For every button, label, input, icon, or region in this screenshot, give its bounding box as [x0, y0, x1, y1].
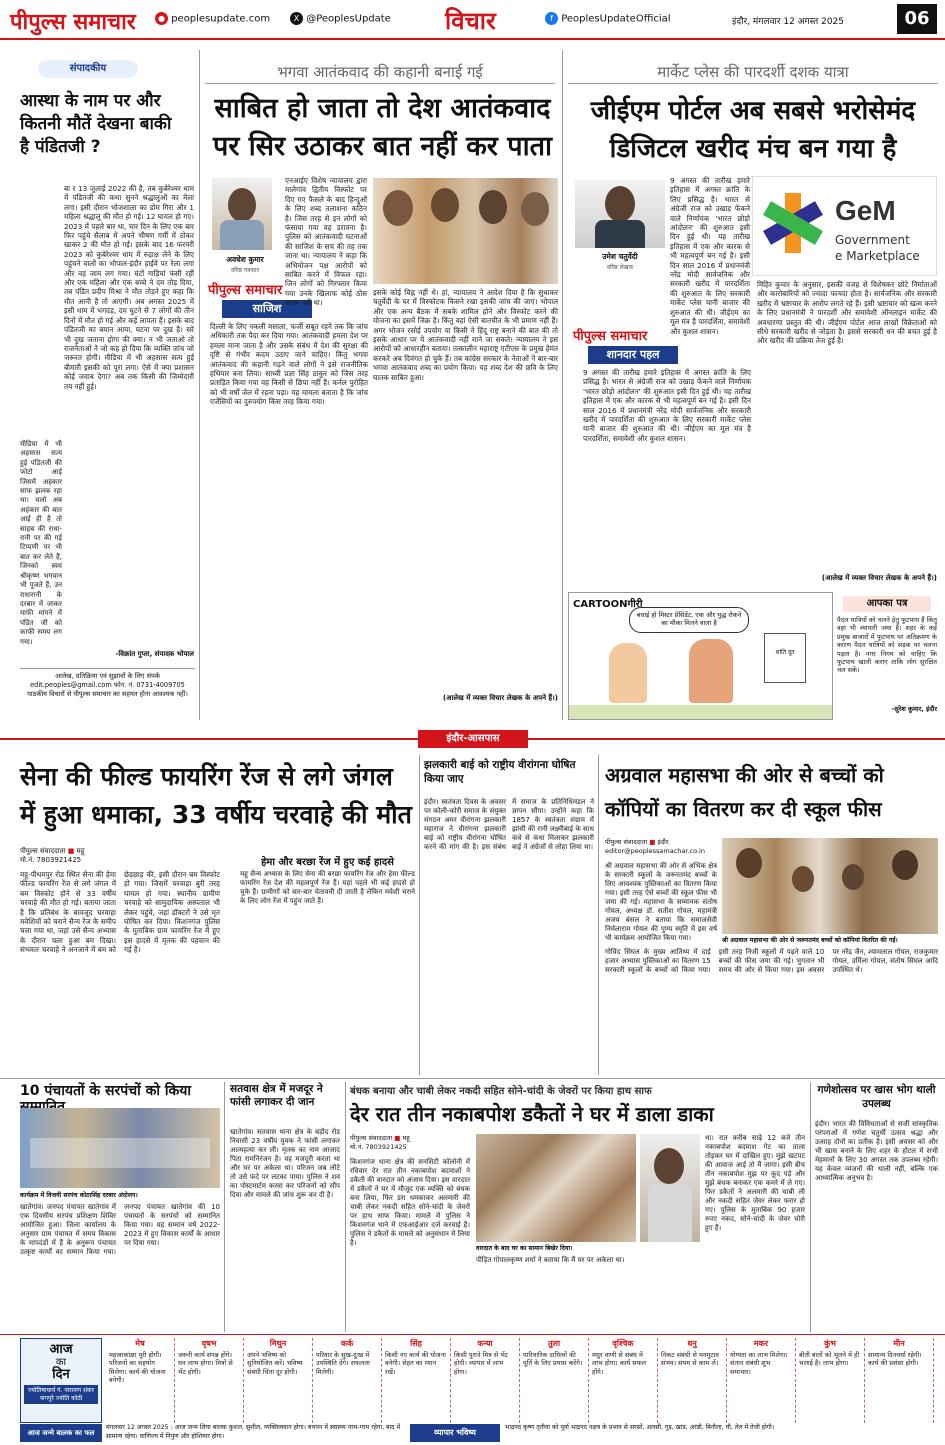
- news3-body: श्री अग्रवाल महासभा की ओर से अभिक क्षेत्र के सरकारी स्कूलों के जरूरतमंद बच्चों के लिए आवश्यक पुस्तिकाओं का वितरण किया गया। इसी तरह ऐसे बच्चों की स्कूल फीस भी जमा की गई। महासभा के सम्मानक संतोष गोयल, अध्यक्ष डॉ. सतीश गोयल, महामंत्री अजय बंसल ने बताया कि समाजसेवी निर्मलाराम गोयल की पुण्य स्मृति में इस वर्ष भी कार्यक्रम आयोजित किया गया।: [605, 862, 717, 942]
- news3-byline: पीपुल्स संवाददाता ■ इंदौर editor@peoplessamachar.co.in: [605, 838, 705, 855]
- row-divider: [0, 1078, 945, 1079]
- article1-author: अवधेश कुमार: [226, 255, 264, 264]
- twitter-link[interactable]: X @PeoplesUpdate: [290, 12, 391, 25]
- rashi-name: धनु: [687, 1339, 697, 1348]
- article2-author-role: वरिष्ठ लेखक: [606, 264, 634, 271]
- rashi-name: तुला: [547, 1339, 561, 1348]
- news6-body2: था। रात करीब साढ़े 12 बजे तीन नकाबपोश बदमाश गेट का ताला तोड़कर घर में दाखिल हुए। मुझे खटपट की आवाज आई तो मैं जागा। इसी बीच तीन नकाबपोश मुझ पर कूद पड़े और मुझे बंधक बनाकर एक कमरे में ले गए। फिर डकैतों ने अलमारी की चाबी ली और नकदी सहित जेवर लेकर फरार हो गए। पुलिस के मुताबिक 90 हजार रुपए नकद, सोने-चांदी के जेवर चोरी हुए हैं।: [705, 1134, 805, 1232]
- news2-headline: झलकारी बाई को राष्ट्रीय वीरांगना घोषित किया जाए: [424, 759, 576, 785]
- article1-brand: पीपुल्स समाचार: [208, 283, 283, 298]
- cartoon-title: CARTOONगीरी: [573, 599, 643, 610]
- rashi-name: मकर: [753, 1339, 769, 1348]
- birthday-text: मंगलवार 12 अगस्त 2025 : आज जन्म लिया बालक कुशल, सुशील, व्यक्तित्ववान होगा। बचपन में स्वास्थ्य नरम-गरम रहेगा, बाद में सामान्य रहेगा। वाणिज्य में निपुण और होशियार होगा।: [106, 1424, 401, 1440]
- letters-title: आपका पत्र: [843, 596, 931, 612]
- letters-body: पैदल यात्रियों को चलने हेतु फुटपाथ हैं किंतु वहां भी व्यापारी जमा हैं। शहर के कई प्रमुख बाजारों में फुटपाथ पर अतिक्रमण के कारण पैदल यात्रियों को सड़क पर चलना पड़ता है। नगर निगम को चाहिए कि फुटपाथ खाली कराए ताकि लोग सुरक्षित चल सकें।: [837, 616, 937, 675]
- author-photo-awadhesh: [212, 178, 272, 250]
- rashi-0: [106, 1338, 175, 1423]
- rashi-text: निकट संबंधी से मनमुटाव संभव। संयम से काम लें।: [661, 1351, 719, 1368]
- masthead: [0, 0, 945, 40]
- rashi-name: मीन: [893, 1339, 905, 1348]
- news6-caption: वारदात के बाद घर का सामान बिखेर दिया।: [476, 1245, 573, 1252]
- article1-footer: (आलेख में व्यक्त विचार लेखक के अपने हैं।): [442, 694, 558, 702]
- editorial-email[interactable]: edit.peoples@gmail.com: [30, 681, 112, 689]
- rashi-7: [589, 1338, 658, 1423]
- rashi-name: वृषभ: [201, 1339, 217, 1348]
- news3-caption: श्री अग्रवाल महासभा की ओर से जरूरतमंद बच्चों को कॉपियां वितरित की गईं।: [722, 937, 898, 944]
- rashi-name: मेष: [135, 1339, 145, 1348]
- rashi-name: कर्क: [340, 1339, 354, 1348]
- rashi-text: अपने भविष्य को सुनियोजित करें। भविष्य संबंधी चिंता दूर होगी।: [247, 1351, 303, 1376]
- cartoon-box: [568, 592, 833, 720]
- rashi-1: [175, 1338, 244, 1423]
- x-icon: X: [290, 12, 303, 25]
- rashi-4: [382, 1338, 451, 1423]
- news1-body2: महू सैन्य अभ्यास के लिए सेना की बरछा फायरिंग रेंज और हेमा फील्ड फायरिंग रेंज देश की महत्वपूर्ण रेंज हैं। यहां पहले भी कई हादसे हो चुके हैं। ग्रामीणों को बार-बार चेतावनी दी जाती है लेकिन मवेशी चराने के लिए लोग रेंज में पहुंच जाते हैं।: [240, 870, 415, 905]
- business-title: व्यापार भविष्य: [410, 1424, 500, 1442]
- news7-headline: गणेशोत्सव पर खास भोग थाली उपलब्ध: [817, 1084, 936, 1110]
- editorial-footer: आलेख, प्रतिक्रिया एवं सुझावों के लिए संपर्क edit.peoples@gmail.com फोन. नं. 0731-4009705 पाठकीय विचारों से पीपुल्स समाचार का सहमत होना आवश्यक नहीं।: [20, 668, 195, 718]
- rashi-name: सिंह: [410, 1339, 422, 1348]
- rashi-10: [796, 1338, 865, 1423]
- facebook-icon: f: [545, 12, 558, 25]
- news3-email[interactable]: editor@peoplessamachar.co.in: [605, 847, 705, 855]
- editorial-tag: संपादकीय: [38, 60, 138, 78]
- article1-body-col3: इसके कोई चिह्न नहीं थे। हां, न्यायालय ने आदेश दिया है कि सुधाकर चतुर्वेदी के घर में विस्फोटक किसने रखा इसकी जांच की जाए। भोपाल और एक अन्य बैठक में सबके शामिल होने और विस्फोट करने की योजना का इसमें जिक्र है। किंतु वहां ऐसी बातचीत के भी प्रमाण नहीं हैं। अगर भोजन रसोई उपयोग या किसी ने हिंदू राष्ट्र बनाने की बात की तो इसके आधार पर ये आतंकवादी नहीं माने जा सकते। न्यायालय ने इस आरोपों को आधारहीन बताया। तत्कालीन महाराष्ट्र एटीएस के प्रमुख हेमंत करकरे अब दिवंगत हो चुके हैं। तब कांग्रेस सरकार के नेताओं ने बार-बार भगवा आतंकवाद शब्द का प्रयोग किया। यह शब्द देश की छवि के लिए घातक साबित हुआ।: [373, 288, 558, 382]
- rashi-9: [727, 1338, 796, 1423]
- rashi-text: सामान्य दिनचर्या रहेगी। कार्य की प्रशंसा होगी।: [868, 1351, 922, 1368]
- news6-victim-photo: [640, 1134, 700, 1242]
- article1-author-role: वरिष्ठ पत्रकार: [230, 267, 260, 274]
- news4-caption: कार्यक्रम में विजयी सरपंच कोठासिंह दरबार अंदोलन।: [20, 1192, 138, 1199]
- rashi-8: [658, 1338, 727, 1423]
- rashi-text: मधुर वाणी से संबंध में लाभ होगा। कार्य सफल होंगे।: [592, 1351, 647, 1376]
- horoscope-astrologer: ज्योतिषाचार्य पं. नारायण शंकर नागपुरे ज्योति कोठी: [24, 1385, 98, 1404]
- news3-headline: अग्रवाल महासभा की ओर से बच्चों को कॉपियों का वितरण कर दी स्कूल फीस: [605, 763, 884, 821]
- news2-body: इंदौर। स्वतंत्रता दिवस के अवसर पर कोली-कोरी समाज के संयुक्त संगठन अमर वीरांगना झलकारी महाराज ने वीरांगना झलकारी बाई को राष्ट्रीय वीरांगना घोषित करने की मांग की है। इस संबंध में समाज के प्रतिनिधिमंडल ने ज्ञापन सौंपा। उन्होंने कहा कि 1857 के स्वतंत्रता संग्राम में झांसी की रानी लक्ष्मीबाई के साथ कंधे से कंधा मिलाकर झलकारी बाई ने अंग्रेजों से लोहा लिया था।: [424, 798, 594, 851]
- rashi-name: कुंभ: [824, 1339, 836, 1348]
- news6-photo-scene: [476, 1134, 636, 1242]
- website-link[interactable]: ● peoplesupdate.com: [155, 12, 270, 25]
- article2-kicker: मार्केट प्लेस की पारदर्शी दशक यात्रा: [568, 62, 938, 84]
- editorial-headline: आस्था के नाम पर और कितनी मौतें देखना बाकी है पंडितजी ?: [20, 91, 172, 157]
- cartoon-ground: [569, 705, 832, 719]
- news4-headline: 10 पंचायतों के सरपंचों को किया: [20, 1083, 191, 1099]
- section-title: विचार: [445, 6, 496, 35]
- gem-logo: GeM Government e Marketplace: [752, 176, 937, 276]
- web-icon: ●: [155, 12, 168, 25]
- news7-body: इंदौर। भारत की विविधताओं से सजी सांस्कृतिक परंपराओं में गणेश चतुर्थी उत्सव श्रद्धा और उत्साह दोनों का प्रतीक है। इसी अवसर को और भी खास बनाने के लिए शहर के होटल में सभी मेहमानों के लिए 30 अगस्त तक उपलब्ध रहेगी। यह केवल व्यंजनों की थाली नहीं, बल्कि एक आध्यात्मिक अनुभव है।: [815, 1120, 938, 1182]
- rashi-text: योग्यता का लाभ मिलेगा। संतान संबंधी शुभ समाचार।: [730, 1351, 788, 1376]
- rashi-name: वृश्चिक: [612, 1339, 634, 1348]
- article2-body-col2: मिहिर कुमार के अनुसार, इसकी वजह से विशेषकर छोटे निर्माताओं और कारोबारियों को ज्यादा फायदा होता है। सार्वजनिक और सरकारी खरीद में भ्रष्टाचार के आरोप लगते रहे हैं। इसी भ्रष्टाचार को खत्म करने के लिए प्रधानमंत्री ने पारदर्शी और समावेशी ऑनलाइन मार्केट की अवधारणा प्रस्तुत की थी। जीईएम पोर्टल आज लाखों विक्रेताओं को सीधे सरकारी खरीद से जोड़ता है। इससे सरकारी धन की बचत हुई है और खरीद की प्रक्रिया तेज हुई है।: [757, 280, 937, 346]
- column-divider: [562, 50, 563, 720]
- news4-body: खातेगांव। जनपद पंचायत खातेगांव में एक दिवसीय सरपंच प्रशिक्षण शिविर आयोजित हुआ। जिला कार्यालय के अनुसार ग्राम पंचायत में समय विकास के मापदंडों में हैं के अनुरूप पंचायत उत्कृष्ट कार्यों का सम्मान किया गया। जनपद पंचायत खातेगांव की 10 पंचायतों के सरपंचों को सम्मानित किया गया। यह सम्मान वर्ष 2022-2023 में हुए विकास कार्यों के आधार पर दिया गया।: [20, 1203, 220, 1256]
- column-divider: [810, 1082, 811, 1332]
- news4-photo: [20, 1108, 220, 1188]
- news6-victim: पीड़ित गोपालकृष्ण शर्मा ने बताया कि मैं घर पर अकेला था।: [476, 1256, 625, 1264]
- news6-kicker: बंधक बनाया और चाबी लेकर नकदी सहित सोने-चांदी के जेवरों पर किया हाथ साफ: [350, 1086, 652, 1097]
- article2-author: उमेश चतुर्वेदी: [602, 252, 638, 261]
- article2-body-col1b: 9 अगस्त की तारीख हमारे इतिहास में अगस्त क्रांति के लिए प्रसिद्ध है। भारत से अंग्रेजी राज को उखाड़ फेंकने वाले निर्णायक 'भारत छोड़ो आंदोलन' की शुरुआत इसी दिन हुई थी। यह तारीख इतिहास में एक और कारक से भी महत्वपूर्ण बन गई है। इसी दिन साल 2016 में प्रधानमंत्री नरेंद्र मोदी सार्वजनिक और सरकारी खरीद में पारदर्शिता की शुरुआत के लिए सरकारी मार्केट प्लेस यानी बाजार की शुरुआत की थी। जीईएम का मूल मंत्र है पारदर्शिता, समावेशी और कुशल शासन।: [583, 368, 751, 443]
- editorial-signature: -विक्रांत गुप्ता, संपादक भोपाल: [115, 650, 194, 658]
- rashi-text: बीती बातों को भूलने में ही भलाई है। लाभ होगा।: [799, 1351, 860, 1368]
- rashi-text: महत्वाकांक्षा पूरी होगी। परिजनों का सहयोग मिलेगा। कार्य की योजना बनेगी।: [109, 1351, 166, 1384]
- letters-signature: -सुरेश कुमार, इंदौर: [891, 705, 937, 713]
- rashi-11: [865, 1338, 934, 1423]
- editorial-body: बा र 13 जुलाई 2022 की है, तब कुबेरेश्वर धाम में पंडितजी की कथा सुनने श्रद्धालुओं का मेला लगा। इसी दौरान भोजशाला का डोम गिरा और 1 महिला श्रद्धालु की मौत हो गई। 12 घायल हो गए। 2023 में पहले बार था, चार दिन के लिए एक बार फिर पहुंचे सैलाब में अपने भीषण गर्मी में ठोकर खाकर 2 की मौत हो गई। इसके बाद 16 फरवरी 2023 को कुबेरेश्वर धाम में रुद्राक्ष लेने के लिए पहुंचने वालों का भोपाल-इंदौर हाईवे पर रेला लगा और वह जाम लग गया। घंटों गाड़ियां फंसी रहीं और एक महिला और एक बच्चे ने दम तोड़ दिया, तब पंडित प्रदीप मिश्रा ने मौत तोड़ने हुए कहा कि मौत आनी है तो आएगी। अब अगस्त 2025 में इसी धाम में भगदड़, दम घुटने से 7 लोगों की तीन दिनों में मौत हो गई और कई लापता हैं। इसके बाद पंडितजी का बयान आया, घटना पर दुख है। सरे भी दुख जताना होगा की क्या। न भी जताओ तो राजनेताओं ने जो कह हो दिया कि व्यक्ति जांच जो जरूरत होगी। मीडिया में भी अहसास सत्य हुई बीमारी इसकी को पूरा लगा। ऐसे में क्या प्रशासन कोई जवाब देगा? अब तक किसी की जिम्मेदारी तय नहीं हुई।: [64, 184, 194, 391]
- news6-body: किशनगंज थाना क्षेत्र की सनसिटी कॉलोनी में रविवार देर रात तीन नकाबपोश बदमाशों ने डकैती की वारदात को अंजाम दिया। इस वारदात में डकैतों ने घर में मौजूद एक व्यक्ति को बंधक बना लिया, फिर डरा धमकाकर अलमारी की चाबी लेकर नकदी सहित सोने-चांदी के जेवरों पर हाथ साफ किया। मामले में पुलिस ने किशनगंज थाने में एफआईआर दर्ज करवाई है। पुलिस ने डकैतों के मामले को अनुसंधान में लिया है।: [350, 1158, 470, 1247]
- rashi-6: [520, 1338, 589, 1423]
- article1-headline: साबित हो जाता तो देश आतंकवाद पर सिर उठाकर बात नहीं कर पाता: [213, 93, 552, 162]
- news6-headline: देर रात तीन नकाबपोश डकैतों ने घर में डाला डाका: [350, 1102, 714, 1126]
- rashi-text: जरूरी कार्य संपन्न होंगे। धन लाभ होगा। मित्रों से भेंट होगी।: [178, 1351, 233, 1376]
- article1-body-col1: एनआईए विशेष न्यायालय द्वारा मालेगांव द्वितीय विस्फोट पर दिए गए फैसले के बाद हिन्दुओं के लिए शब्द तलाशना कठिन है। जिस तरह से इन लोगों को फंसाया गया वह डरावना है। पुलिस को आतंकवादी घटनाओं की साजिश के सच की तह तक जाना था। न्यायालय ने कहा कि अभियोजन पक्ष आरोपों को साबित करने में विफल रहा। जिन लोगों को गिरफ्तार किया गया उनके खिलाफ कोई ठोस साक्ष्य नहीं था।: [285, 176, 367, 308]
- rashi-name: मिथुन: [269, 1339, 287, 1348]
- article2-body-col1: 9 अगस्त की तारीख हमारे इतिहास में अगस्त क्रांति के लिए प्रसिद्ध है। भारत से अंग्रेजी राज को उखाड़ फेंकने वाले निर्णायक 'भारत छोड़ो आंदोलन' की शुरुआत इसी दिन हुई थी। यह तारीख इतिहास में एक और कारक से भी महत्वपूर्ण बन गई है। इसी दिन साल 2016 में प्रधानमंत्री नरेंद्र मोदी सार्वजनिक और सरकारी खरीद में पारदर्शिता की शुरुआत के लिए सरकारी मार्केट प्लेस यानी बाजार की शुरुआत की थी। जीईएम का मूल मंत्र है पारदर्शिता, समावेशी और कुशल शासन।: [670, 176, 750, 336]
- section-band: इंदौर-आसपास: [0, 730, 945, 748]
- column-divider: [419, 755, 420, 1075]
- rashi-5: [451, 1338, 520, 1423]
- news6-byline: पीपुल्स संवाददाता ■ महू मो.नं. 7803921425: [350, 1134, 410, 1151]
- column-divider: [224, 1082, 225, 1332]
- rashi-text: किसी नए कार्य की योजना बनेगी। सेहत का ध्यान रखें।: [385, 1351, 446, 1376]
- cartoon-figure-left: [609, 643, 647, 703]
- rashi-2: [244, 1338, 313, 1423]
- article2-tag: शानदार पहल: [588, 346, 678, 364]
- cartoon-figure-right: [689, 639, 733, 703]
- birthday-title: आज जन्मे बालक का फल: [20, 1424, 102, 1442]
- column-divider: [199, 50, 200, 720]
- column-divider: [345, 1082, 346, 1332]
- rashi-3: [313, 1338, 382, 1423]
- column-divider: [598, 755, 599, 1075]
- news3-photo: [722, 838, 938, 934]
- page-number: 06: [897, 4, 937, 34]
- article2-headline: जीईएम पोर्टल अब सबसे भरोसेमंद डिजिटल खरीद मंच बन गया है: [590, 96, 916, 164]
- article1-tag: साजिश: [222, 300, 312, 318]
- news1-sub: हेमा और बरछा रेंज में हुए कई हादसे: [261, 857, 394, 868]
- article1-body-col2: दिल्ली के लिए नकली मसाला, फर्जी सबूत रहने तक कि जांच अधिकारी तक पैदा कर दिया गया। आतंकवादी हमला देश पर हमला माना जाता है और उसके संबंध में देश की सुरक्षा की दृष्टि से गंभीर कदम उठाए जाने चाहिए। किंतु भगवा आतंकवाद की कहानी गढ़ने वाले लोगों ने इसे राजनीतिक हथियार बना लिया। साध्वी प्रज्ञा सिंह ठाकुर को जिस तरह प्रताड़ित किया गया वह किसी से छिपा नहीं है। कर्नल पुरोहित को भी वर्षों जेल में रहना पड़ा। यह मामला बताता है कि जांच एजेंसियों का दुरुपयोग किस तरह किया गया।: [210, 322, 368, 407]
- article2-brand: पीपुल्स समाचार: [573, 329, 648, 344]
- news5-body: खातेगांव। सतवास थाना क्षेत्र के बड़ौद रोड निवासी 23 वर्षीय युवक ने फांसी लगाकर आत्महत्या कर ली। मृतक का नाम आजाद पिता रामनिरंजन है। वह मजदूरी करता था और घर पर अकेला था। परिजन जब लौटे तो उसे फंदे पर लटका पाया। पुलिस ने शव का पोस्टमार्टम करवा कर परिजनों को सौंप दिया और मामले की जांच शुरू कर दी है।: [230, 1128, 340, 1199]
- author-photo-umesh: [575, 180, 665, 248]
- article2-footer: (आलेख में व्यक्त विचार लेखक के अपने हैं।): [821, 574, 937, 582]
- masthead-logo: पीपुल्स समाचार: [10, 9, 136, 35]
- horoscope-title-box: आज का दिन ज्योतिषाचार्य पं. नारायण शंकर नागपुरे ज्योति कोठी: [20, 1338, 102, 1423]
- rashi-text: पारिवारिक दायित्वों की पूर्ति के लिए प्रयास करेंगे।: [523, 1351, 583, 1368]
- facebook-link[interactable]: f PeoplesUpdateOfficial: [545, 12, 671, 25]
- news1-body: महू-पीथमपुर रोड स्थित सेना की हेमा फील्ड फायरिंग रेंज से लगे जंगल में बम विस्फोट होने से 33 वर्षीय चरवाहे की मौत हो गई। बताया जाता है कि प्रतिबंध के बावजूद चरवाहा मवेशियों को चराने सैन्य रेंज के समीप चला गया था, जहां उसे सैन्य अभ्यास के दौरान चला हुआ बम दिखा। संभवतः चरवाहे ने अनजाने में बम को छेड़छाड़ की, इसी दौरान बम विस्फोट हो गया। जिसमें चरवाहा बुरी तरह घायल हो गया। स्थानीय ग्रामीण चरवाहे को सामुदायिक अस्पताल भी लेकर पहुंचे, जहां डॉक्टरों ने उसे मृत घोषित कर दिया। किशनगंज पुलिस के मुताबिक ग्राम फायरिंग रेंज में हुए इस हादसे में मृतक की पहचान की गई है।: [20, 870, 220, 955]
- news1-headline: सेना की फील्ड फायरिंग रेंज से लगे जंगल में हुआ धमाका, 33 वर्षीय चरवाहे की मौत: [20, 762, 412, 829]
- rashi-text: किसी पुराने मित्र से भेंट होगी। व्यापार में लाभ होगा।: [454, 1351, 509, 1376]
- news1-byline: पीपुल्स संवाददाता ■ महू मो.नं. 7803921425: [20, 847, 85, 864]
- news5-headline: सतवास क्षेत्र में मजदूर ने फांसी लगाकर दी जान: [230, 1083, 323, 1108]
- rashi-name: कन्या: [477, 1339, 493, 1348]
- letters-box: [837, 596, 937, 720]
- cartoon-caption: बधाई हो मिस्टर प्रेसिडेंट, एक और युद्ध रोकने का मौका मिलने वाला है: [629, 607, 749, 633]
- news3-body2: गोविंद सिंघल के मुख्य आतिथ्य में दाई हजार अभ्यास पुस्तिकाओं का वितरण 15 सरकारी स्कूलों के बच्चों को किया गया। इसी तरह निजी स्कूलों में पढ़ने वाले 10 बच्चों की फीस जमा की गई। भुगतान भी समय की ओर से किया गया। इस अवसर पर नरेंद्र जैन, श्यामलाल गोयल, राजकुमार गोयल, उर्मिला गोयल, संतोष सिंघल आदि उपस्थित थे।: [605, 948, 938, 974]
- gem-star-icon: [763, 193, 823, 253]
- cartoon-sign: शांति दूत: [764, 633, 806, 683]
- article1-kicker: भगवा आतंकवाद की कहानी बनाई गई: [205, 62, 555, 84]
- row-divider: [0, 1334, 945, 1335]
- rashi-text: परिवार के सुख-दुःख में उपस्थिति देंगे। सफलता मिलेगी।: [316, 1351, 370, 1376]
- editorial-side-body: मीडिया में भी अहसास सत्य हुई पंडितजी की फोटो आई जिसमें अहंकार साफ झलक रहा था। चलो अब अहंकार की बात आई ही है तो साहब की राधा-रानी पर की गई टिप्पणी पर भी बात कर लेते हैं, जिनको स्वयं श्रीकृष्ण भगवान भी पूजते हैं, उन राधारानी के दरबार में जाकर माफी मांगने में पंडित जी को काफी समय लग गया।: [20, 440, 62, 646]
- dateline: इंदौर, मंगलवार 12 अगस्त 2025: [732, 17, 845, 27]
- accused-photo-group: [373, 178, 558, 284]
- business-text: भाद्रपद कृष्ण तृतीया को पूर्वा भाद्रपद नक्षत्र के प्रभाव से सरसों, अलसी, गुड़, खांड, अरंडी, बिनौला, घी, तेल में तेजी होगी।: [505, 1424, 775, 1431]
